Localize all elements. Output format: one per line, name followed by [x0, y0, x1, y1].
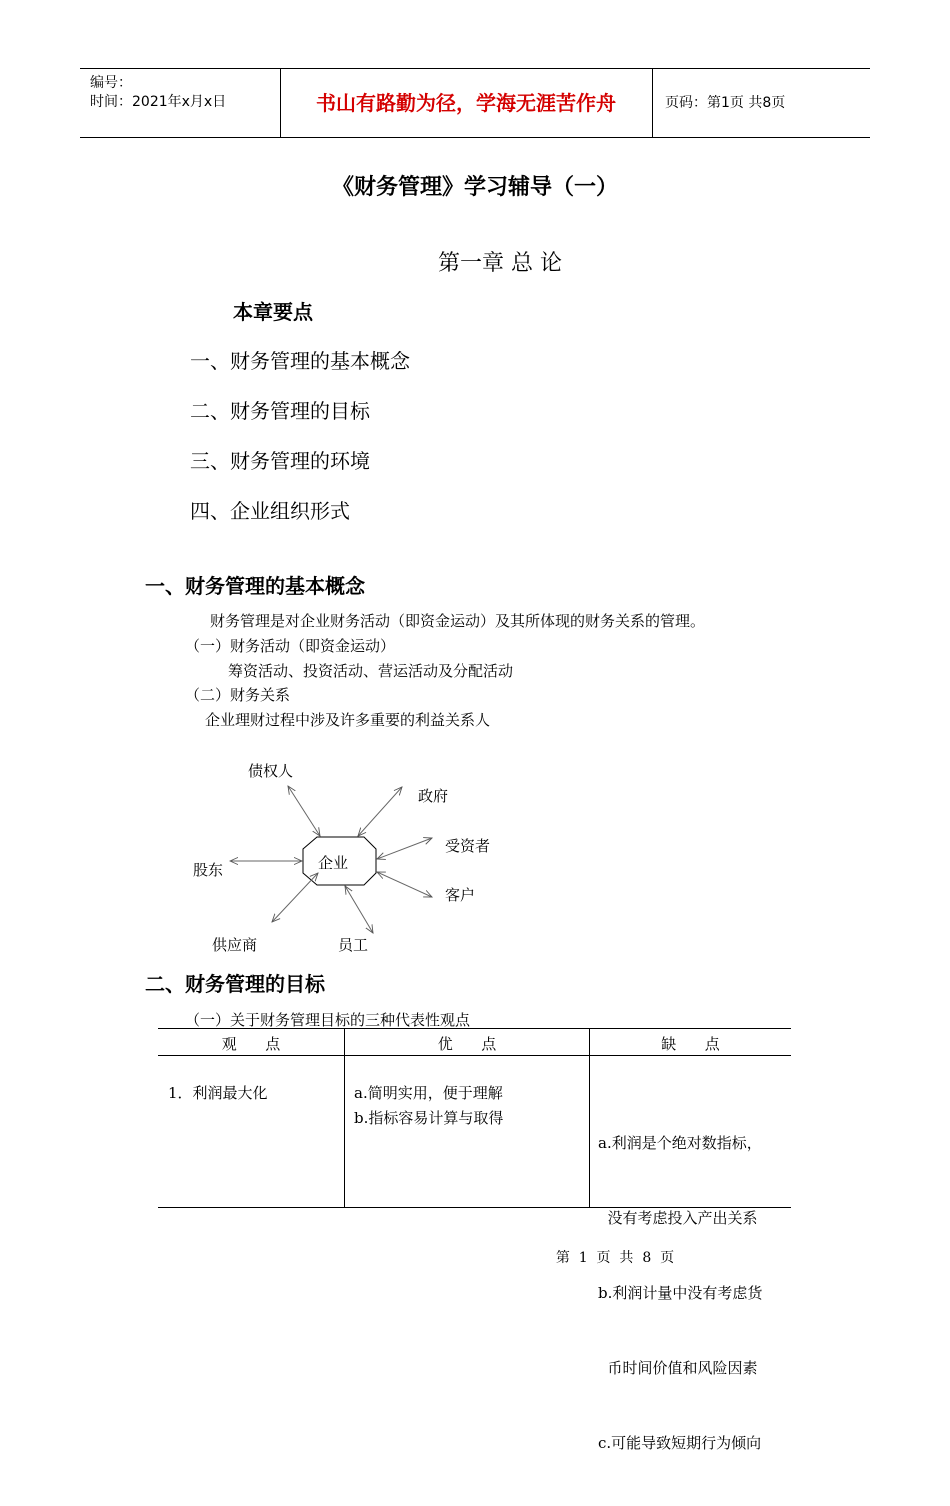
cons-line: 币时间价值和风险因素 [598, 1359, 758, 1377]
subsection-heading: （一）关于财务管理目标的三种代表性观点 [185, 1011, 471, 1029]
page-count-label: 页码：第1页 共8页 [665, 95, 786, 111]
definition-text: 财务管理是对企业财务活动（即资金运动）及其所体现的财务关系的管理。 [210, 612, 706, 630]
cons-line: b.利润计量中没有考虑货 [598, 1284, 763, 1302]
key-point-item: 二、财务管理的目标 [190, 399, 370, 423]
key-point-item: 一、财务管理的基本概念 [190, 349, 410, 373]
table-header-rule [158, 1055, 791, 1056]
cons-line: a.利润是个绝对数指标， [598, 1134, 762, 1152]
cons-line: c.可能导致短期行为倾向 [598, 1434, 762, 1452]
arrow-employee [345, 886, 373, 933]
number-label: 编号： [90, 75, 132, 91]
table-header-view: 观 点 [221, 1035, 281, 1053]
section-heading: 二、财务管理的目标 [145, 972, 325, 996]
creditor-label: 债权人 [248, 762, 294, 780]
arrow-investee [377, 838, 432, 859]
arrow-creditor [288, 786, 320, 836]
supplier-label: 供应商 [212, 936, 258, 954]
subsection-text: 企业理财过程中涉及许多重要的利益关系人 [205, 711, 491, 729]
government-label: 政府 [418, 787, 449, 805]
employee-label: 员工 [338, 936, 369, 954]
motto: 书山有路勤为径，学海无涯苦作舟 [280, 69, 653, 137]
table-header-pros: 优 点 [437, 1035, 497, 1053]
subsection-heading: （一）财务活动（即资金运动） [185, 637, 396, 655]
table-cell-view: 1．利润最大化 [168, 1084, 268, 1102]
arrow-customer [377, 872, 432, 897]
shareholder-label: 股东 [193, 861, 224, 879]
time-label: 时间：2021年x月x日 [90, 94, 227, 110]
page-footer: 第 1 页 共 8 页 [555, 1250, 675, 1266]
table-cell-cons [598, 1081, 762, 1506]
investee-label: 受资者 [445, 837, 491, 855]
table-header-cons: 缺 点 [661, 1035, 720, 1053]
subsection-text: 筹资活动、投资活动、营运活动及分配活动 [228, 662, 514, 680]
document-title: 《财务管理》学习辅导（一） [331, 175, 618, 200]
arrow-supplier [272, 873, 318, 922]
pros-line: a.简明实用，便于理解 [354, 1084, 503, 1102]
pros-line: b.指标容易计算与取得 [354, 1109, 504, 1127]
enterprise-label: 企业 [318, 854, 349, 872]
arrow-government [358, 787, 402, 836]
table-cell-pros [354, 1081, 503, 1131]
key-point-item: 三、财务管理的环境 [190, 449, 370, 473]
subsection-heading: （二）财务关系 [185, 686, 291, 704]
key-point-item: 四、企业组织形式 [190, 499, 350, 523]
chapter-title: 第一章 总 论 [438, 251, 562, 276]
cons-line: 没有考虑投入产出关系 [598, 1209, 758, 1227]
section-heading: 一、财务管理的基本概念 [145, 574, 365, 598]
customer-label: 客户 [445, 886, 476, 904]
key-points-heading: 本章要点 [233, 300, 313, 324]
